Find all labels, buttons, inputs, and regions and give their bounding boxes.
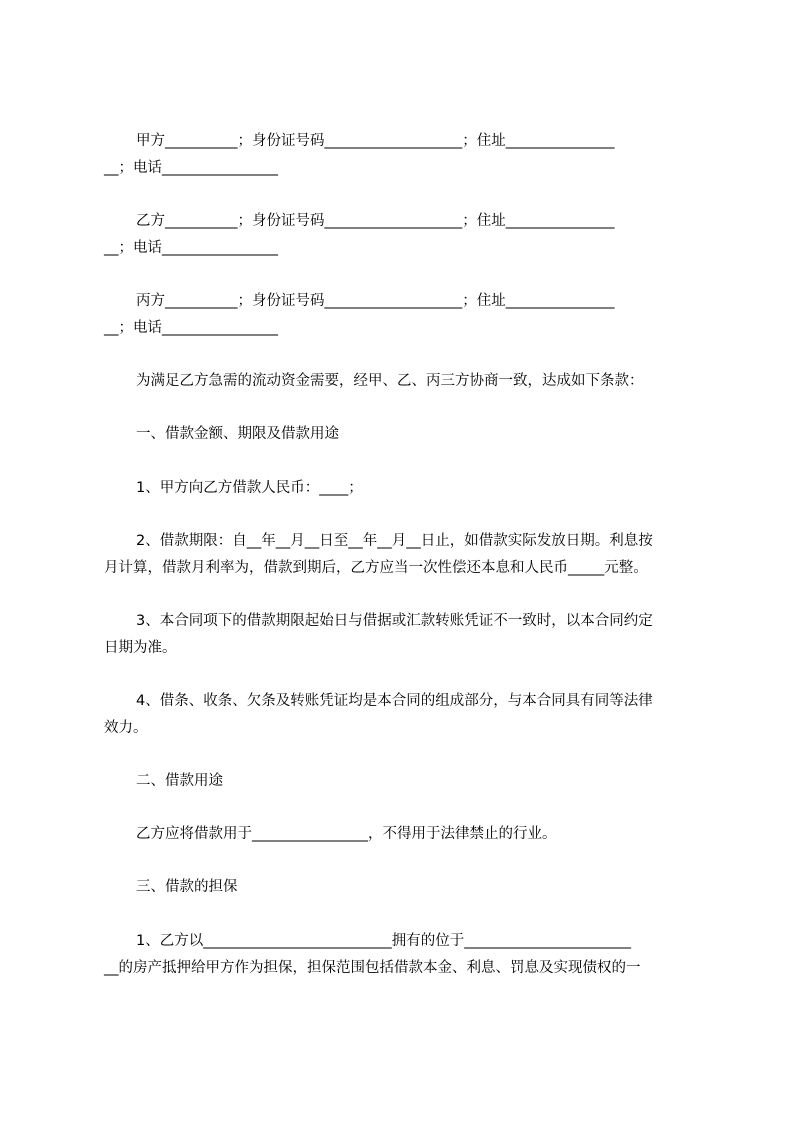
clause-1-2-line-1: 2、借款期限：自__年__月__日至__年__月__日止，如借款实际发放日期。利息按 [136, 533, 653, 549]
section-2-heading: 二、借款用途 [136, 773, 223, 789]
party-c-line-1: 丙方__________；身份证号码___________________；住址_______________ [136, 293, 615, 309]
clause-1-3-line-1: 3、本合同项下的借款期限起始日与借据或汇款转账凭证不一致时，以本合同约定 [136, 613, 653, 629]
party-a-line-2: __；电话________________ [104, 160, 278, 176]
clause-1-4-line-2: 效力。 [104, 720, 148, 736]
clause-1-3-line-2: 日期为准。 [104, 640, 177, 656]
clause-3-1-line-1: 1、乙方以__________________________拥有的位于_______________________ [136, 933, 631, 949]
clause-1-4-line-1: 4、借条、收条、欠条及转账凭证均是本合同的组成部分，与本合同具有同等法律 [136, 693, 653, 709]
section-2-body: 乙方应将借款用于________________，不得用于法律禁止的行业。 [136, 826, 557, 842]
party-c-line-2: __；电话________________ [104, 320, 278, 336]
section-3-heading: 三、借款的担保 [136, 879, 238, 895]
party-b-line-2: __；电话________________ [104, 240, 278, 256]
clause-3-1-line-2: __的房产抵押给甲方作为担保，担保范围包括借款本金、利息、罚息及实现债权的一 [104, 960, 641, 976]
clause-1-2-line-2: 月计算，借款月利率为，借款到期后，乙方应当一次性偿还本息和人民币_____元整。 [104, 560, 648, 576]
section-1-heading: 一、借款金额、期限及借款用途 [136, 426, 339, 442]
party-a-line-1: 甲方__________；身份证号码___________________；住址_______________ [136, 133, 615, 149]
intro-paragraph: 为满足乙方急需的流动资金需要，经甲、乙、丙三方协商一致，达成如下条款： [136, 373, 644, 389]
party-b-line-1: 乙方__________；身份证号码___________________；住址_______________ [136, 213, 615, 229]
clause-1-1: 1、甲方向乙方借款人民币：____； [136, 480, 363, 496]
